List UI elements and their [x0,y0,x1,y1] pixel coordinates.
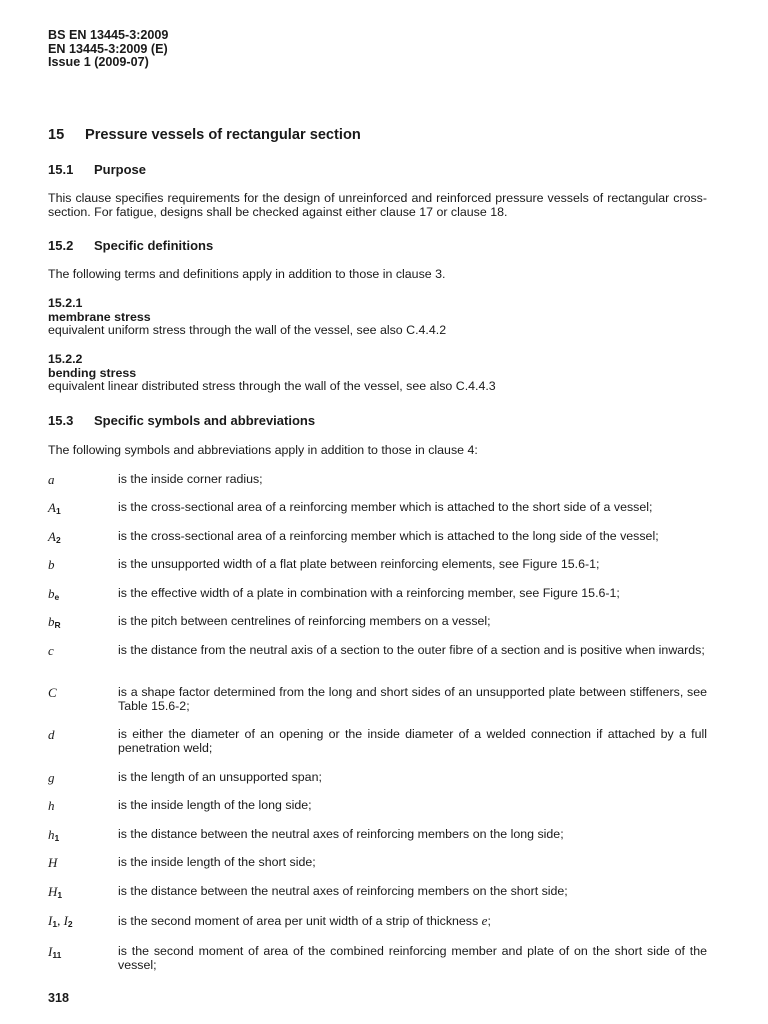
symbol: $h_1$ [48,827,60,843]
definition-number: 15.2.1 [48,296,83,310]
issue-info: Issue 1 (2009-07) [48,55,149,69]
section-title: Pressure vessels of rectangular section [85,127,361,143]
symbol-row [48,644,707,658]
definitions-intro: The following terms and definitions apply in addition to those in clause 3. [48,267,446,281]
symbol: C [48,685,57,700]
symbol: $I_{11}$ [48,944,62,960]
symbol-description: is the distance between the neutral axes of reinforcing members on the short side; [118,884,568,898]
definition-term: bending stress [48,365,137,380]
section-number: 15 [48,127,65,143]
symbol: $A_1$ [48,500,61,516]
symbol-description: is the cross-sectional area of a reinforcing member which is attached to the short side of a vessel; [118,500,653,514]
symbol-description: is the cross-sectional area of a reinforcing member which is attached to the long side of the vessel; [118,529,659,543]
symbol-description: is the pitch between centrelines of reinforcing members on a vessel; [118,614,491,628]
symbol: $I_1$, $I_2$ [48,913,73,929]
symbol-row [48,587,707,601]
symbol-row [48,686,707,713]
symbol-row [48,799,707,813]
symbol-row [48,728,707,755]
symbol-description: is the length of an unsupported span; [118,770,322,784]
subsection-title: Specific symbols and abbreviations [94,413,316,428]
symbol-description: is a shape factor determined from the long and short sides of an unsupported plate between stiffeners, see Table 15.6-2; [118,685,707,713]
symbol: b [48,557,55,572]
symbol-row [48,530,707,544]
symbol: h [48,798,55,813]
symbol-description: is the distance between the neutral axes of reinforcing members on the long side; [118,827,564,841]
standard-code-en: EN 13445-3:2009 (E) [48,41,168,56]
symbol-description: is the effective width of a plate in combination with a reinforcing member, see Figure 15.6-1; [118,586,620,600]
section-heading [48,127,361,143]
definition-text: equivalent uniform stress through the wall of the vessel, see also C.4.4.2 [48,323,447,337]
symbol: c [48,643,54,658]
symbol-description: is either the diameter of an opening or the inside diameter of a welded connection if attached by a full penetration weld; [118,727,707,755]
symbol-row [48,771,707,785]
symbol-description: is the second moment of area per unit width of a strip of thickness e; [118,913,491,928]
symbol: $A_2$ [48,529,61,545]
symbol-row [48,828,707,842]
symbol-row [48,473,707,487]
symbol-row [48,558,707,572]
symbol-row [48,501,707,515]
purpose-paragraph: This clause specifies requirements for the design of unreinforced and reinforced pressure vessels of rectangular cross-section. For fatigue, designs shall be checked against either clause 17 or clause 18. [48,191,707,219]
symbol: d [48,727,55,742]
definition-entry [48,297,707,338]
symbol-row [48,615,707,629]
symbol-description: is the unsupported width of a flat plate between reinforcing elements, see Figure 15.6-1; [118,557,600,571]
document-header [48,29,168,70]
definition-number: 15.2.2 [48,352,83,366]
standard-code: BS EN 13445-3:2009 [48,28,169,42]
subsection-heading-purpose [48,162,146,177]
symbol: g [48,770,55,785]
symbol-row [48,914,707,929]
symbol-description: is the inside corner radius; [118,472,263,486]
page-number: 318 [48,991,70,1005]
subsection-number: 15.3 [48,413,74,428]
subsection-heading-symbols [48,413,315,428]
symbol-description: is the distance from the neutral axis of a section to the outer fibre of a section and is positive when inwards; [118,643,705,657]
symbols-intro: The following symbols and abbreviations apply in addition to those in clause 4: [48,443,478,457]
symbol-row [48,885,707,899]
subsection-number: 15.1 [48,162,74,177]
subsection-title: Specific definitions [94,238,214,253]
symbol-row [48,945,707,972]
subsection-heading-definitions [48,238,213,253]
symbol-description: is the inside length of the short side; [118,855,316,869]
symbol: a [48,472,55,487]
symbol: $b_e$ [48,586,60,602]
symbol: H [48,855,58,870]
subsection-title: Purpose [94,162,147,177]
symbol: $H_1$ [48,884,63,900]
symbol-description: is the second moment of area of the combined reinforcing member and plate of on the short side of the vessel; [118,944,707,972]
symbol-row [48,856,707,870]
definition-text: equivalent linear distributed stress through the wall of the vessel, see also C.4.4.3 [48,379,496,393]
definition-term: membrane stress [48,309,151,324]
subsection-number: 15.2 [48,238,74,253]
symbol: $b_R$ [48,614,61,630]
symbol-description: is the inside length of the long side; [118,798,312,812]
definition-entry [48,353,707,394]
